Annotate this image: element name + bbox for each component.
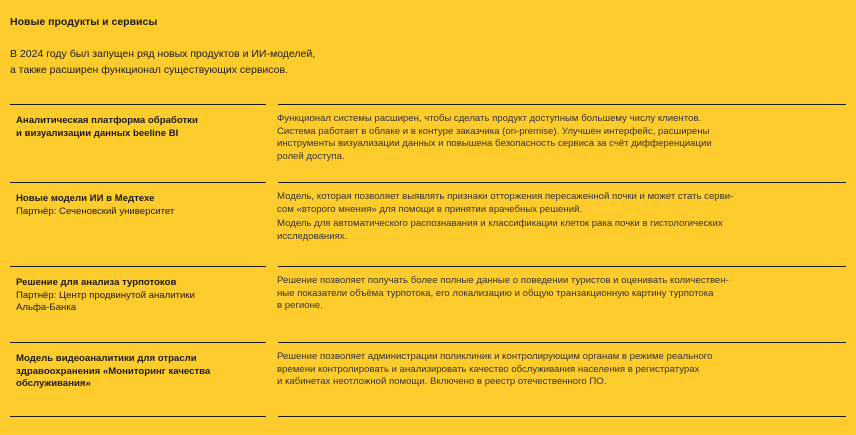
table-row (10, 182, 846, 266)
row-divider-right (278, 342, 846, 343)
product-name: Аналитическая платформа обработки и визуализации данных beeline BI (16, 115, 198, 139)
row-divider-right (278, 182, 846, 183)
page-title: Новые продукты и сервисы (10, 16, 158, 28)
product-cell (16, 193, 256, 218)
product-description: Функционал системы расширен, чтобы сделать продукт доступным большему числу клиентов. Система работает в облаке и в контуре заказчика (on-premise). Улучшен интерфейс, расширены инструменты визуализации данных и повышена безопасность сервиса за счёт дифференциации ролей доступа. (277, 113, 712, 162)
intro-text: В 2024 году был запущен ряд новых продуктов и ИИ-моделей, а также расширен функционал существующих сервисов. (10, 48, 316, 76)
product-description: Модель, которая позволяет выявлять признаки отторжения пересаженной почки и может стать серви- сом «второго мнения» для помощи в принятии врачебных решений. (277, 191, 734, 215)
product-description: Модель для автоматического распознавания и классификации клеток рака почки в гистологических исследованиях. (277, 218, 723, 242)
description-cell (277, 191, 832, 243)
product-name: Модель видеоаналитики для отрасли здравоохранения «Мониторинг качества обслуживания» (16, 353, 211, 389)
row-divider-right (278, 266, 846, 267)
description-cell (277, 275, 832, 313)
row-divider-right (278, 104, 846, 105)
product-name: Решение для анализа турпотоков (16, 277, 177, 288)
table-row (10, 104, 846, 182)
table-bottom-divider-right (278, 416, 846, 417)
table-row (10, 342, 846, 416)
product-description: Решение позволяет администрации поликлиник и контролирующим органам в режиме реального времени контролировать и анализировать качество обслуживания населения в регистратурах и кабинетах неотложной помощи. Включено в реестр отечественного ПО. (277, 351, 713, 387)
partner-text: Партнёр: Центр продвинутой аналитики Альфа-Банка (16, 289, 195, 313)
row-divider-left (10, 342, 266, 343)
product-name: Новые модели ИИ в Медтехе (16, 193, 155, 204)
row-divider-left (10, 182, 266, 183)
table-bottom-divider-left (10, 416, 266, 417)
product-cell (16, 115, 256, 140)
description-cell (277, 351, 832, 389)
table-row (10, 266, 846, 342)
row-divider-left (10, 266, 266, 267)
row-divider-left (10, 104, 266, 105)
partner-text: Партнёр: Сеченовский университет (16, 205, 175, 217)
product-cell (16, 353, 256, 391)
product-description: Решение позволяет получать более полные данные о поведении туристов и оценивать количествен- ные показатели объёма турпотока, его локализацию и общую транзакционную картину турпотока в регионе. (277, 275, 729, 311)
product-cell (16, 277, 256, 315)
description-cell (277, 113, 832, 163)
